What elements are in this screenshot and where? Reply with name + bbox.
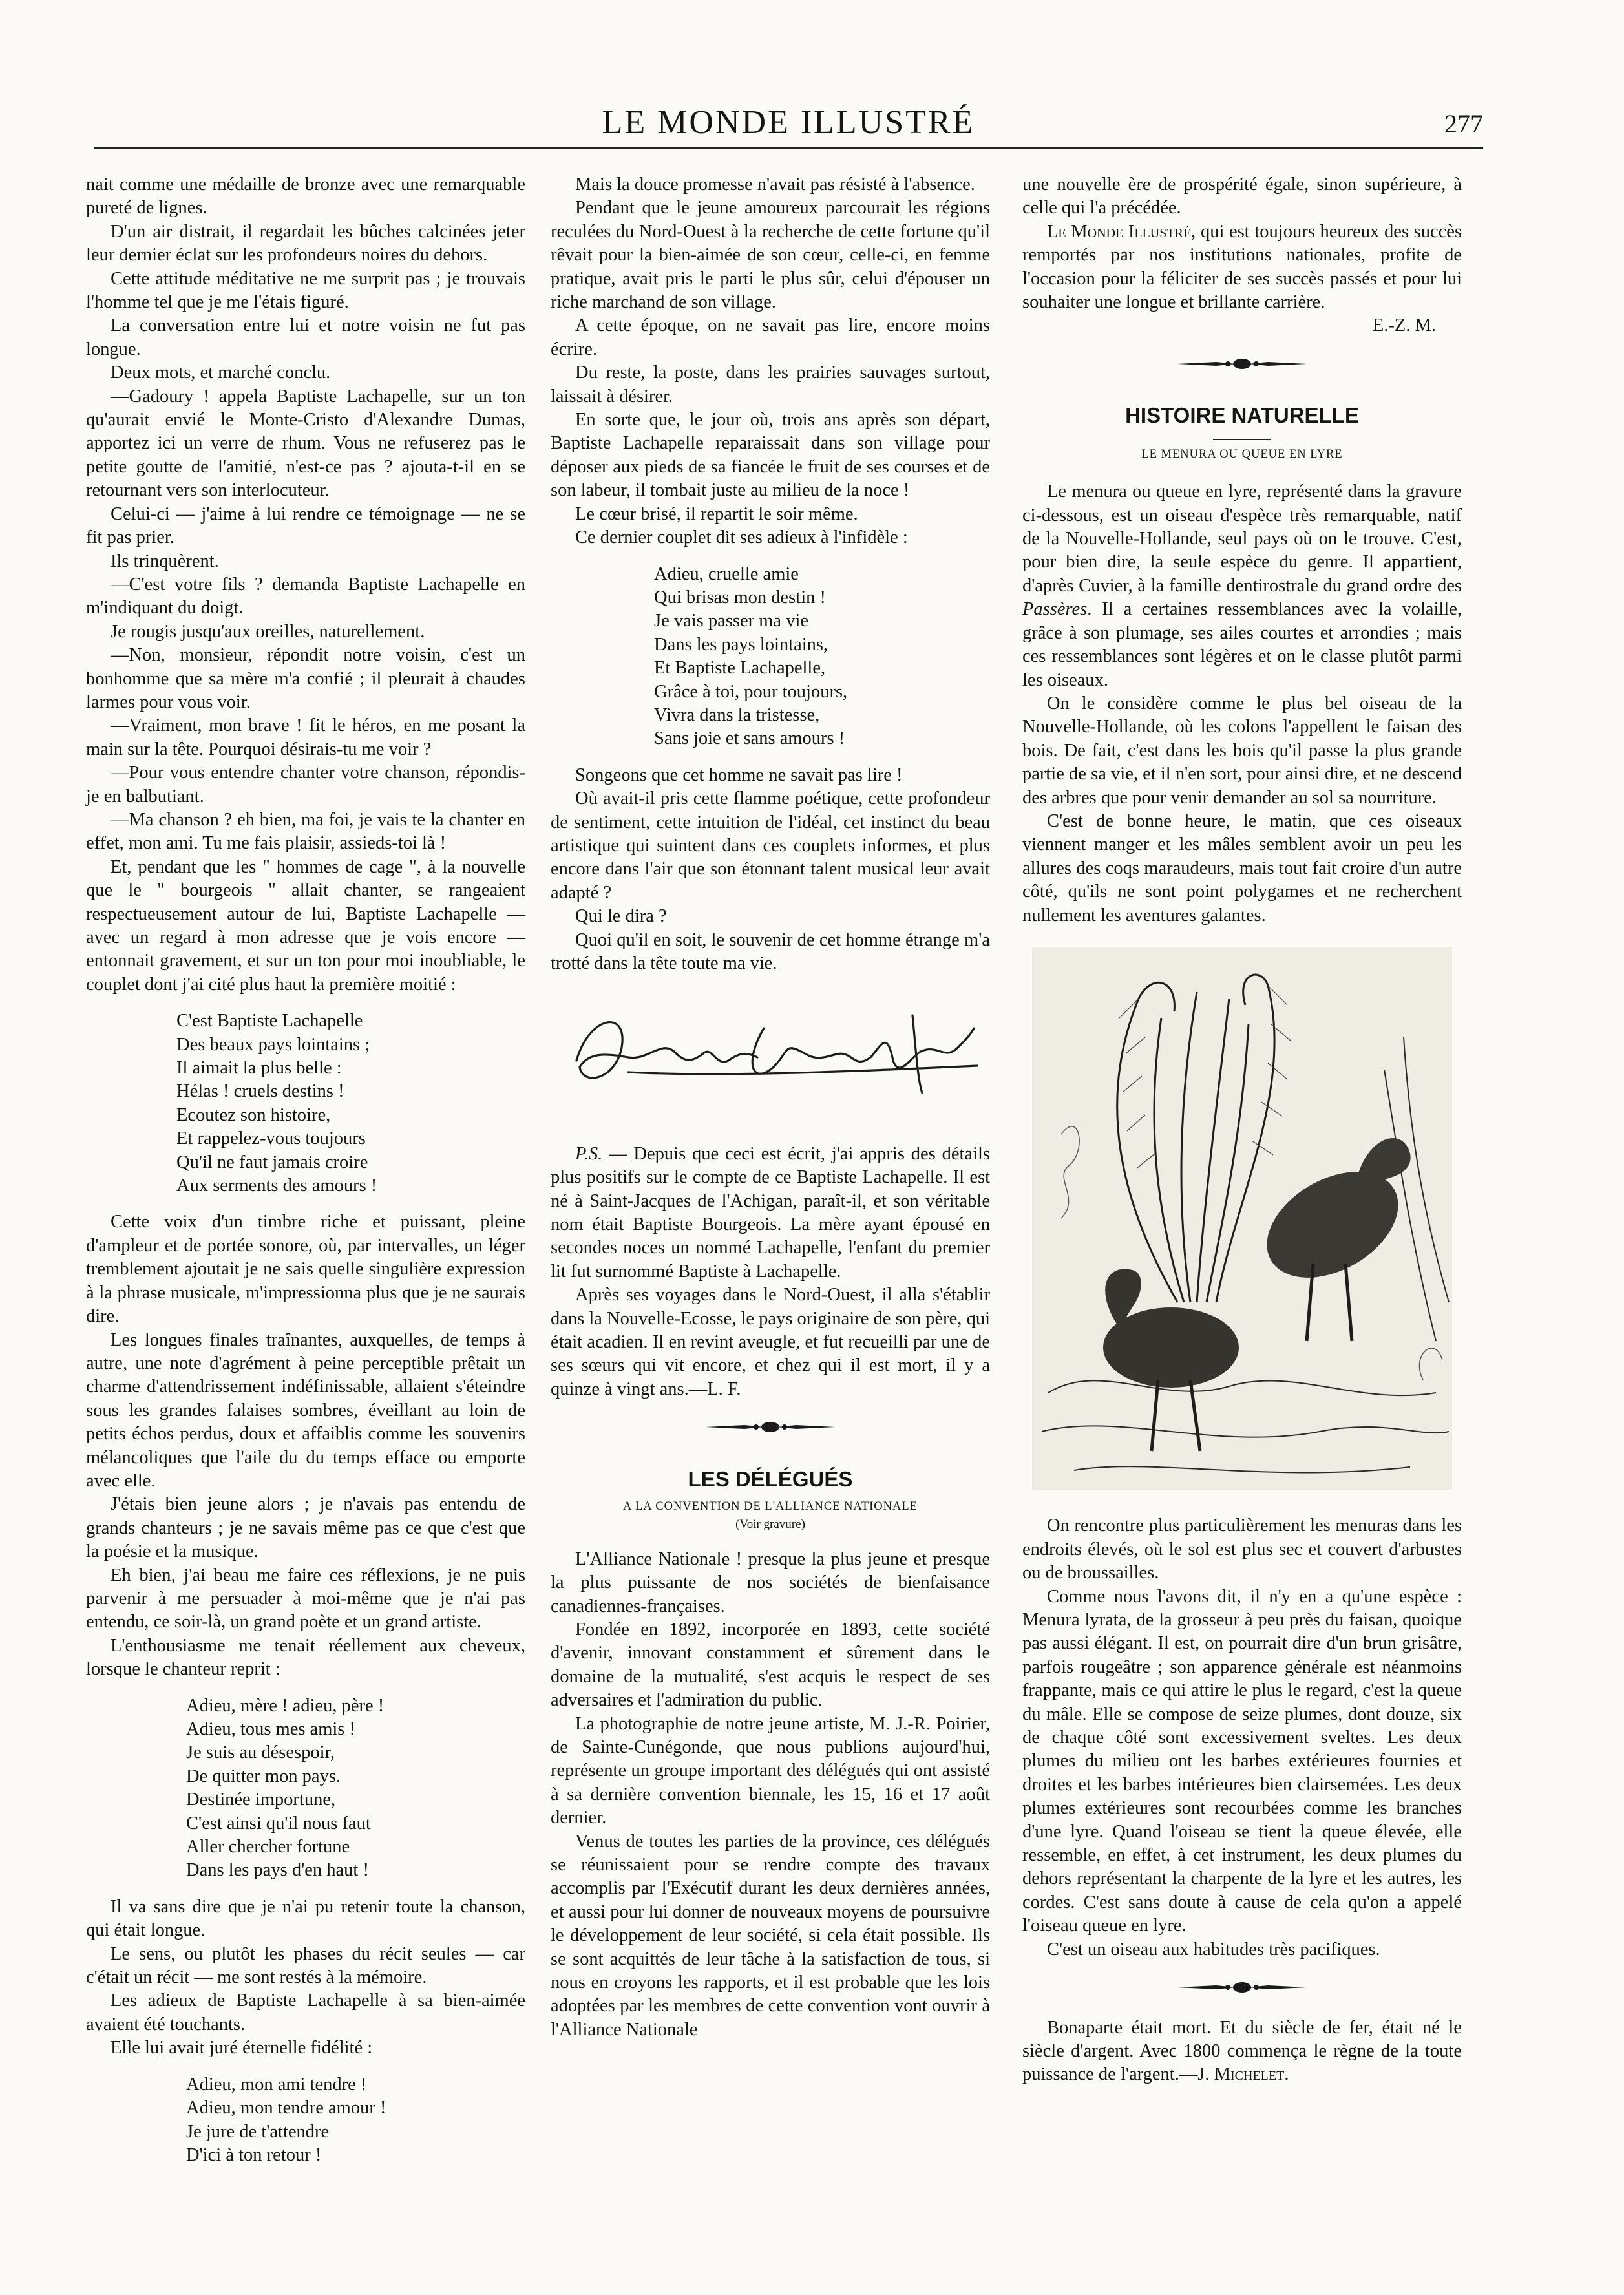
paragraph: Après ses voyages dans le Nord-Ouest, il alla s'établir dans la Nouvelle-Ecosse, le pays originaire de son père, qui était acadien. Il en revint aveugle, et fut recueilli par une de ses sœurs qui vit encore, et chez qui il est mort, il y a quinze à vingt ans.—L. F. bbox=[551, 1285, 990, 1399]
paragraph: C'est un oiseau aux habitudes très pacifiques. bbox=[1047, 1939, 1380, 1960]
paragraph: —Non, monsieur, répondit notre voisin, c'est un bonhomme que sa mère m'a confié ; il pleurait à chaudes larmes pour vous voir. bbox=[86, 645, 525, 712]
verse-line: Qui brisas mon destin ! bbox=[654, 587, 826, 608]
page-header bbox=[94, 102, 1483, 154]
paragraph: Du reste, la poste, dans les prairies sauvages surtout, laissait à désirer. bbox=[551, 363, 990, 407]
paragraph: Le sens, ou plutôt les phases du récit seules — car c'était un récit — me sont restés à la mémoire. bbox=[86, 1943, 525, 1988]
column-3 bbox=[1022, 173, 1462, 2087]
verse-line: Je vais passer ma vie bbox=[654, 611, 809, 631]
paragraph: une nouvelle ère de prospérité égale, sinon supérieure, à celle qui l'a précédée. bbox=[1022, 175, 1462, 218]
verse-line: Aller chercher fortune bbox=[186, 1837, 350, 1857]
verse-line: Et rappelez-vous toujours bbox=[176, 1128, 366, 1149]
verse-line: Adieu, cruelle amie bbox=[654, 564, 799, 584]
paragraph: On rencontre plus particulièrement les menuras dans les endroits élevés, où le sol est plus sec et couvert d'arbustes ou de broussailles. bbox=[1022, 1516, 1462, 1583]
ornament-divider bbox=[1022, 1974, 1462, 2000]
section-heading-histoire: HISTOIRE NATURELLE bbox=[1125, 403, 1359, 428]
paragraph: —Ma chanson ? eh bien, ma foi, je vais te la chanter en effet, mon ami. Tu me fais plaisir, assieds-toi là ! bbox=[86, 809, 525, 854]
verse-line: C'est ainsi qu'il nous faut bbox=[186, 1813, 371, 1834]
paragraph: Le menura ou queue en lyre, représenté dans la gravure ci-dessous, est un oiseau d'espèce très remarquable, natif de la Nouvelle-Hollande, seul pays où on le trouve. C'est, pour bien dire, la seule espèce du genre. Il appartient, d'après Cuvier, à la famille dentirostrale du grand ordre des bbox=[1022, 481, 1462, 596]
paragraph: Songeons que cet homme ne savait pas lire ! bbox=[575, 765, 903, 785]
paragraph: —Pour vous entendre chanter votre chanson, répondis-je en balbutiant. bbox=[86, 763, 525, 807]
paragraph: Ils trinquèrent. bbox=[111, 551, 219, 571]
paragraph: —Gadoury ! appela Baptiste Lachapelle, sur un ton qu'aurait envié le Monte-Cristo d'Alexandre Dumas, apportez ici un verre de rhum. Vous ne refuserez pas le petite goutte de l'amitié, n'est-ce pas ? ajouta-t-il en se retournant vers son interlocuteur. bbox=[86, 386, 525, 501]
postscript: — Depuis que ceci est écrit, j'ai appris des détails plus positifs sur le compte de ce Baptiste Lachapelle. Il est né à Saint-Jacques de l'Achigan, paraît-il, et son véritable nom était Baptiste Bourgeois. La mère ayant épousé en secondes noces un nommé Lachapelle, l'enfant du premier lit fut surnommé Baptiste à Lachapelle. bbox=[551, 1143, 990, 1282]
song-verse-3 bbox=[86, 2073, 525, 2168]
song-verse-1 bbox=[86, 1010, 525, 1198]
paragraph: Cette voix d'un timbre riche et puissant, pleine d'ampleur et de portée sonore, où, par intervalles, un léger tremblement ajoutait je ne sais quelle singulière expression à la phrase musicale, m'impressionna plus que je ne saurais dire. bbox=[86, 1212, 525, 1327]
paragraph: Ce dernier couplet dit ses adieux à l'infidèle : bbox=[575, 527, 908, 548]
paragraph: Qui le dira ? bbox=[575, 906, 667, 927]
paragraph: J'étais bien jeune alors ; je n'avais pas entendu de grands chanteurs ; je ne savais même pas ce que c'est que la poésie et la musique. bbox=[86, 1494, 525, 1562]
verse-line: Adieu, mon ami tendre ! bbox=[186, 2074, 367, 2095]
column-2 bbox=[551, 173, 990, 2042]
paragraph: , qui est toujours heureux des succès remportés par nos institutions nationales, profite de l'occasion pour la féliciter de ses succès passés et pour lui souhaiter une longue et brillante carrière. bbox=[1022, 221, 1462, 313]
paragraph: . Il a certaines ressemblances avec la volaille, grâce à son plumage, ses ailes courtes et arrondies ; mais ces ressemblances sont légères et on le classe plutôt parmi les oiseaux. bbox=[1022, 599, 1462, 690]
quotation-author: J. Michelet. bbox=[1197, 2064, 1289, 2085]
paragraph: Venus de toutes les parties de la province, ces délégués se réunissaient pour se rendre compte des travaux accomplis par l'Exécutif durant les deux dernières années, et aussi pour lui donner de nouveaux moyens de poursuivre le développement de leur société, si cela était possible. Ils se sont acquittés de leur tâche à la satisfaction de tous, si nous en croyons les rapports, et il est probable que les lois adoptées par les membres de cette convention vont ouvrir à l'Alliance Nationale bbox=[551, 1831, 990, 2040]
paragraph: En sorte que, le jour où, trois ans après son départ, Baptiste Lachapelle reparaissait dans son village pour déposer aux pieds de sa fiancée le fruit de ses courses et de son labeur, il tombait juste au milieu de la noce ! bbox=[551, 410, 990, 501]
paragraph: Celui-ci — j'aime à lui rendre ce témoignage — ne se fit pas prier. bbox=[86, 503, 525, 548]
verse-line: Aux serments des amours ! bbox=[176, 1176, 377, 1196]
section-subheading: LE MENURA OU QUEUE EN LYRE bbox=[1141, 448, 1343, 461]
paragraph: Eh bien, j'ai beau me faire ces réflexions, je ne puis parvenir à me persuader à moi-même que je n'ai pas entendu, ce soir-là, un grand poète et un grand artiste. bbox=[86, 1565, 525, 1633]
paragraph: —Vraiment, mon brave ! fit le héros, en me posant la main sur la tête. Pourquoi désirais-tu me voir ? bbox=[86, 715, 525, 759]
paragraph: D'un air distrait, il regardait les bûches calcinées jeter leur dernier éclat sur les profondeurs noires du dehors. bbox=[86, 221, 525, 266]
paragraph: L'enthousiasme me tenait réellement aux cheveux, lorsque le chanteur reprit : bbox=[86, 1635, 525, 1680]
verse-line: Vivra dans la tristesse, bbox=[654, 704, 820, 725]
verse-line: Qu'il ne faut jamais croire bbox=[176, 1152, 368, 1172]
song-verse-2 bbox=[86, 1695, 525, 1883]
paragraph: On le considère comme le plus bel oiseau de la Nouvelle-Hollande, où les colons l'appellent le faisan des bois. De fait, c'est dans les bois qu'il passe la plus grande partie de sa vie, et il n'en sort, pour ainsi dire, et ne descend des arbres que pour venir demander au sol sa nourriture. bbox=[1022, 693, 1462, 808]
page-number: 277 bbox=[1444, 109, 1483, 138]
verse-line: Dans les pays lointains, bbox=[654, 634, 828, 655]
ornament-divider bbox=[551, 1414, 990, 1440]
paragraph: Quoi qu'il en soit, le souvenir de cet homme étrange m'a trotté dans la tête toute ma vie. bbox=[551, 929, 990, 973]
paragraph: Deux mots, et marché conclu. bbox=[111, 363, 331, 383]
verse-line: Destinée importune, bbox=[186, 1790, 336, 1810]
journal-name: Le Monde Illustré bbox=[1047, 221, 1192, 242]
short-rule bbox=[1213, 439, 1271, 440]
verse-line: Et Baptiste Lachapelle, bbox=[654, 658, 826, 679]
article-initials: E.-Z. M. bbox=[1372, 315, 1436, 336]
verse-line: Hélas ! cruels destins ! bbox=[176, 1081, 344, 1102]
paragraph: Je rougis jusqu'aux oreilles, naturellement. bbox=[111, 621, 425, 642]
verse-line: D'ici à ton retour ! bbox=[186, 2144, 322, 2165]
paragraph: Pendant que le jeune amoureux parcourait les régions reculées du Nord-Ouest à la recherche de cette fortune qu'il rêvait pour la bien-aimée de son cœur, celle-ci, en femme pratique, avait pris le parti le plus sûr, celui d'épouser un riche marchand de son village. bbox=[551, 198, 990, 313]
verse-line: Des beaux pays lointains ; bbox=[176, 1034, 370, 1055]
paragraph: L'Alliance Nationale ! presque la plus jeune et presque la plus puissante de nos sociétés de bienfaisance canadiennes-françaises. bbox=[551, 1549, 990, 1616]
paragraph: A cette époque, on ne savait pas lire, encore moins écrire. bbox=[551, 315, 990, 359]
paragraph: Les longues finales traînantes, auxquelles, de temps à autre, une note d'agrément à peine perceptible prêtait un charme d'attendrissement indéfinissable, allaient s'éteindre sous les grandes falaises sombres, éveillant au loin de petits échos perdus, doux et affaiblis comme les souvenirs mélancoliques que l'aile du du temps efface ou emporte avec elle. bbox=[86, 1329, 525, 1491]
paragraph: Comme nous l'avons dit, il n'y en a qu'une espèce : Menura lyrata, de la grosseur à peu près du faisan, quoique pas aussi élégant. Il est, on pourrait dire d'un brun grisâtre, parfois rougeâtre ; son apparence générale est néanmoins frappante, mais ce qui attire le plus le regard, c'est la queue du mâle. Elle se compose de seize plumes, dont douze, six de chaque côté sont excessivement sveltes. Les deux plumes du milieu ont les barbes extérieures fournies et droites et les barbes intérieures bien clairsemées. Les deux plumes extérieures sont recourbées comme les branches d'une lyre. Quand l'oiseau se tient la queue élevée, elle ressemble, en effet, à cet instrument, les deux plumes du dehors représentant la charpente de la lyre et les autres, les cordes. C'est sans doute à cause de cela qu'on a appelé l'oiseau queue en lyre. bbox=[1022, 1586, 1462, 1936]
verse-line: De quitter mon pays. bbox=[186, 1766, 341, 1786]
paragraph: —C'est votre fils ? demanda Baptiste Lachapelle en m'indiquant du doigt. bbox=[86, 574, 525, 619]
song-verse-4 bbox=[551, 563, 990, 751]
running-title: LE MONDE ILLUSTRÉ bbox=[602, 104, 975, 141]
paragraph: Où avait-il pris cette flamme poétique, cette profondeur de sentiment, cette intuition de l'idéal, cet instinct du beau artistique qui suintent dans ces couplets informes, et plus encore dans l'air que son étonnant talent musical leur avait adapté ? bbox=[551, 788, 990, 903]
verse-line: Adieu, mon tendre amour ! bbox=[186, 2098, 386, 2119]
author-signature bbox=[551, 989, 990, 1119]
paragraph: Les adieux de Baptiste Lachapelle à sa bien-aimée avaient été touchants. bbox=[86, 1991, 525, 2035]
section-note: (Voir gravure) bbox=[735, 1517, 805, 1531]
header-rule bbox=[94, 147, 1483, 149]
paragraph: C'est de bonne heure, le matin, que ces oiseaux viennent manger et les mâles semblent avoir un peu les allures des coqs maraudeurs, mais tout fait croire d'un autre côté, qu'ils ne sont point polygames et ne recherchent nullement les aventures galantes. bbox=[1022, 810, 1462, 925]
paragraph: La photographie de notre jeune artiste, M. J.-R. Poirier, de Sainte-Cunégonde, que nous publions aujourd'hui, représente un groupe important des délégués qui ont assisté à sa dernière convention biennale, les 15, 16 et 17 août dernier. bbox=[551, 1713, 990, 1828]
section-subheading: A LA CONVENTION DE L'ALLIANCE NATIONALE bbox=[623, 1499, 918, 1513]
lyrebird-engraving bbox=[1022, 940, 1462, 1496]
ornament-divider bbox=[1022, 351, 1462, 377]
paragraph: nait comme une médaille de bronze avec une remarquable pureté de lignes. bbox=[86, 175, 525, 218]
verse-line: Je suis au désespoir, bbox=[186, 1742, 335, 1763]
paragraph: Fondée en 1892, incorporée en 1893, cette société d'avenir, innovant constamment et sûrement dans le domaine de la mutualité, s'est acquis le respect de ses adversaires et l'admiration du public. bbox=[551, 1619, 990, 1711]
paragraph: Mais la douce promesse n'avait pas résisté à l'absence. bbox=[575, 175, 975, 195]
paragraph: Et, pendant que les " hommes de cage ", à la nouvelle que le " bourgeois " allait chanter, se rangeaient respectueusement autour de lui, Baptiste Lachapelle — avec un regard à mon adresse que je vois encore — entonnait gravement, et sur un ton pour moi inoubliable, le couplet dont j'ai cité plus haut la première moitié : bbox=[86, 856, 525, 995]
emphasis: Passères bbox=[1022, 599, 1088, 620]
paragraph: Il va sans dire que je n'ai pu retenir toute la chanson, qui était longue. bbox=[86, 1896, 525, 1941]
section-heading-delegues: LES DÉLÉGUÉS bbox=[688, 1466, 853, 1491]
paragraph: Cette attitude méditative ne me surprit pas ; je trouvais l'homme tel que je me l'étais figuré. bbox=[86, 268, 525, 313]
ps-label: P.S. bbox=[575, 1143, 603, 1164]
verse-line: Il aimait la plus belle : bbox=[176, 1058, 342, 1079]
verse-line: Grâce à toi, pour toujours, bbox=[654, 681, 848, 702]
verse-line: C'est Baptiste Lachapelle bbox=[176, 1011, 363, 1031]
paragraph: Elle lui avait juré éternelle fidélité : bbox=[111, 2038, 373, 2058]
column-1 bbox=[86, 173, 525, 2180]
paragraph: Le cœur brisé, il repartit le soir même. bbox=[575, 503, 858, 524]
paragraph: La conversation entre lui et notre voisin ne fut pas longue. bbox=[86, 315, 525, 359]
verse-line: Adieu, tous mes amis ! bbox=[186, 1719, 356, 1739]
verse-line: Dans les pays d'en haut ! bbox=[186, 1860, 369, 1881]
verse-line: Sans joie et sans amours ! bbox=[654, 728, 845, 749]
verse-line: Ecoutez son histoire, bbox=[176, 1105, 331, 1125]
verse-line: Je jure de t'attendre bbox=[186, 2121, 330, 2142]
verse-line: Adieu, mère ! adieu, père ! bbox=[186, 1695, 385, 1716]
quotation: Bonaparte était mort. Et du siècle de fer, était né le siècle d'argent. Avec 1800 commença le règne de la toute puissance de l'argent.— bbox=[1022, 2017, 1462, 2085]
